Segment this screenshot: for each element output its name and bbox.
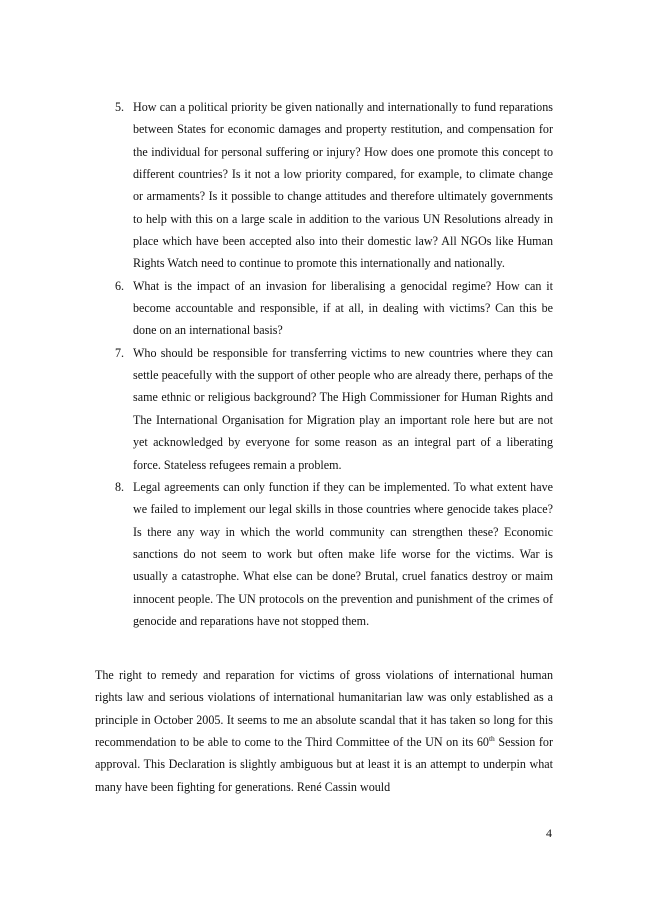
list-item-6 — [0, 275, 650, 342]
paragraph-text-end: Session for approval. This Declaration is slightly ambiguous but at least it is an attempt to underpin what many have been fighting for generations. René Cassin would — [95, 735, 554, 794]
list-item-text: Legal agreements can only function if they can be implemented. To what extent have we failed to implement our legal skills in those countries where genocide takes place? Is there any way in which the world community can strengthen these? Economic sanctions do not seem to work but often make life worse for the victims. War is usually a catastrophe. What else can be done? Brutal, cruel fanatics destroy or maim innocent people. The UN protocols on the prevention and punishment of the crimes of genocide and reparations have not stopped them. — [133, 479, 553, 628]
body-paragraph — [95, 664, 553, 798]
paragraph-text-start: The right to remedy and reparation for victims of gross violations of international human rights law and serious violations of international humanitarian law was only established as a principle in October 2005. It seems to me an absolute scandal that it has taken so long for this recommendation to be able to come to the Third Committee of the UN on its 60 — [95, 668, 553, 750]
list-number: 6. — [115, 278, 125, 293]
list-item-8 — [0, 476, 650, 632]
question-list — [0, 96, 650, 632]
list-item-text: What is the impact of an invasion for liberalising a genocidal regime? How can it become accountable and responsible, if at all, in dealing with victims? Can this be done on an international basis? — [133, 278, 553, 338]
list-item-7 — [0, 342, 650, 476]
ordinal-superscript: th — [488, 734, 495, 744]
list-item-5 — [0, 96, 650, 275]
list-item-text: How can a political priority be given nationally and internationally to fund reparations between States for economic damages and property restitution, and compensation for the individual for personal suffering or injury? How does one promote this concept to different countries? Is it not a low priority compared, for example, to climate change or armaments? Is it possible to change attitudes and therefore ultimately governments to help with this on a large scale in addition to the various UN Resolutions already in place which have been accepted also into their domestic law? All NGOs like Human Rights Watch need to continue to promote this internationally and nationally. — [133, 100, 553, 271]
list-number: 7. — [115, 345, 125, 360]
list-item-text: Who should be responsible for transferring victims to new countries where they can settle peacefully with the support of other people who are already there, perhaps of the same ethnic or religious background? The High Commissioner for Human Rights and The International Organisation for Migration play an important role here but are not yet acknowledged by everyone for some reason as an integral part of a liberating force. Stateless refugees remain a problem. — [133, 345, 553, 472]
page-number: 4 — [546, 826, 552, 840]
list-number: 8. — [115, 479, 125, 494]
list-number: 5. — [115, 100, 125, 114]
